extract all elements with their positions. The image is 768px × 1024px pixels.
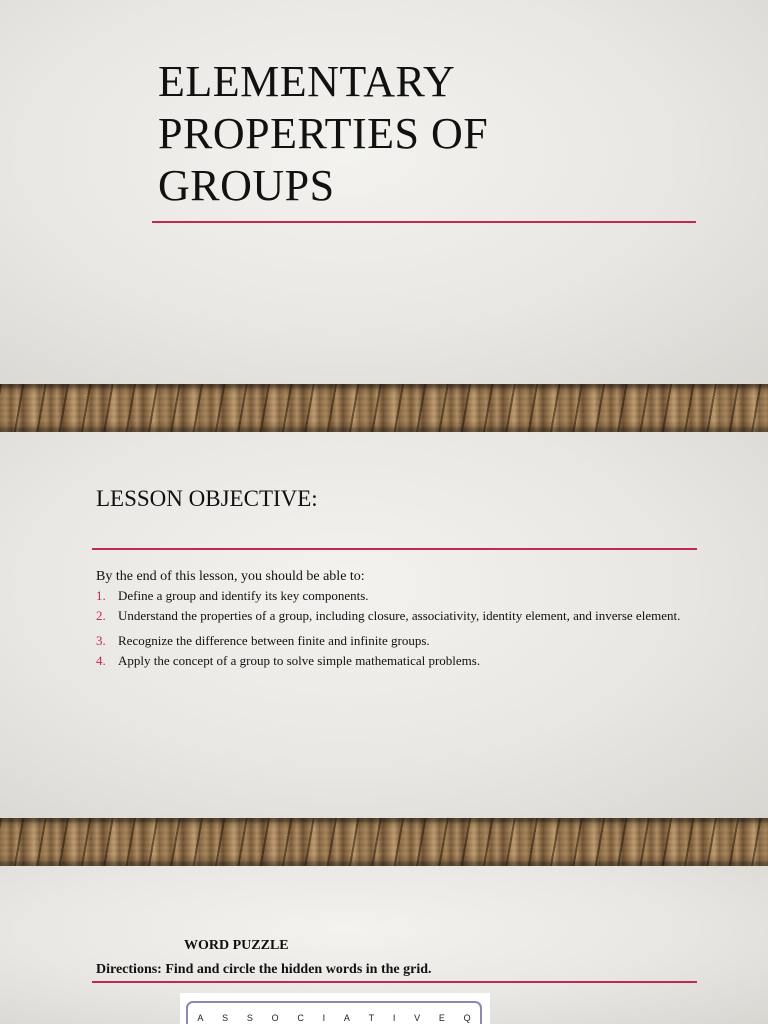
grid-letter: S [222, 1013, 229, 1023]
grid-letter: I [392, 1013, 396, 1023]
list-item-text: Apply the concept of a group to solve simple mathematical problems. [118, 653, 481, 668]
grid-letter: S [246, 1013, 253, 1023]
heading-divider [92, 548, 697, 550]
grid-letter: V [414, 1013, 421, 1023]
grid-letter: A [197, 1013, 204, 1023]
title-line-1: ELEMENTARY [158, 57, 456, 106]
grid-letter: O [271, 1013, 279, 1023]
word-puzzle-slide [0, 866, 768, 1024]
directions-divider [92, 981, 697, 983]
list-item-number: 1. [96, 588, 106, 603]
grid-letter: I [322, 1013, 326, 1023]
list-item-text: Understand the properties of a group, including closure, associativity, identity element, and inverse element. [118, 608, 681, 623]
grid-letter: E [438, 1013, 445, 1023]
word-grid-row [186, 1001, 482, 1024]
list-item [96, 607, 690, 624]
grid-letter: Q [463, 1013, 471, 1023]
grid-letter: C [297, 1013, 304, 1023]
list-item-text: Recognize the difference between finite and infinite groups. [118, 633, 430, 648]
list-item-number: 2. [96, 608, 106, 623]
objectives-intro: By the end of this lesson, you should be able to: [96, 569, 365, 584]
list-item-number: 3. [96, 633, 106, 648]
list-item-text: Define a group and identify its key components. [118, 588, 369, 603]
objectives-list [96, 587, 690, 672]
wood-floor-divider [0, 384, 768, 432]
wood-floor-divider [0, 818, 768, 866]
title-line-2: PROPERTIES OF [158, 109, 489, 158]
list-item [96, 632, 690, 649]
slide-title [158, 56, 488, 212]
puzzle-directions: Directions: Find and circle the hidden words in the grid. [96, 962, 432, 977]
puzzle-title: WORD PUZZLE [184, 938, 289, 953]
grid-letter: A [343, 1013, 350, 1023]
grid-letter: T [368, 1013, 375, 1023]
title-divider [152, 221, 696, 223]
title-slide [0, 0, 768, 384]
word-grid-image [180, 993, 490, 1024]
list-item-number: 4. [96, 653, 106, 668]
list-item [96, 652, 690, 669]
list-item [96, 587, 690, 604]
lesson-objective-slide [0, 432, 768, 818]
title-line-3: GROUPS [158, 161, 335, 210]
lesson-objective-heading: LESSON OBJECTIVE: [96, 486, 318, 511]
